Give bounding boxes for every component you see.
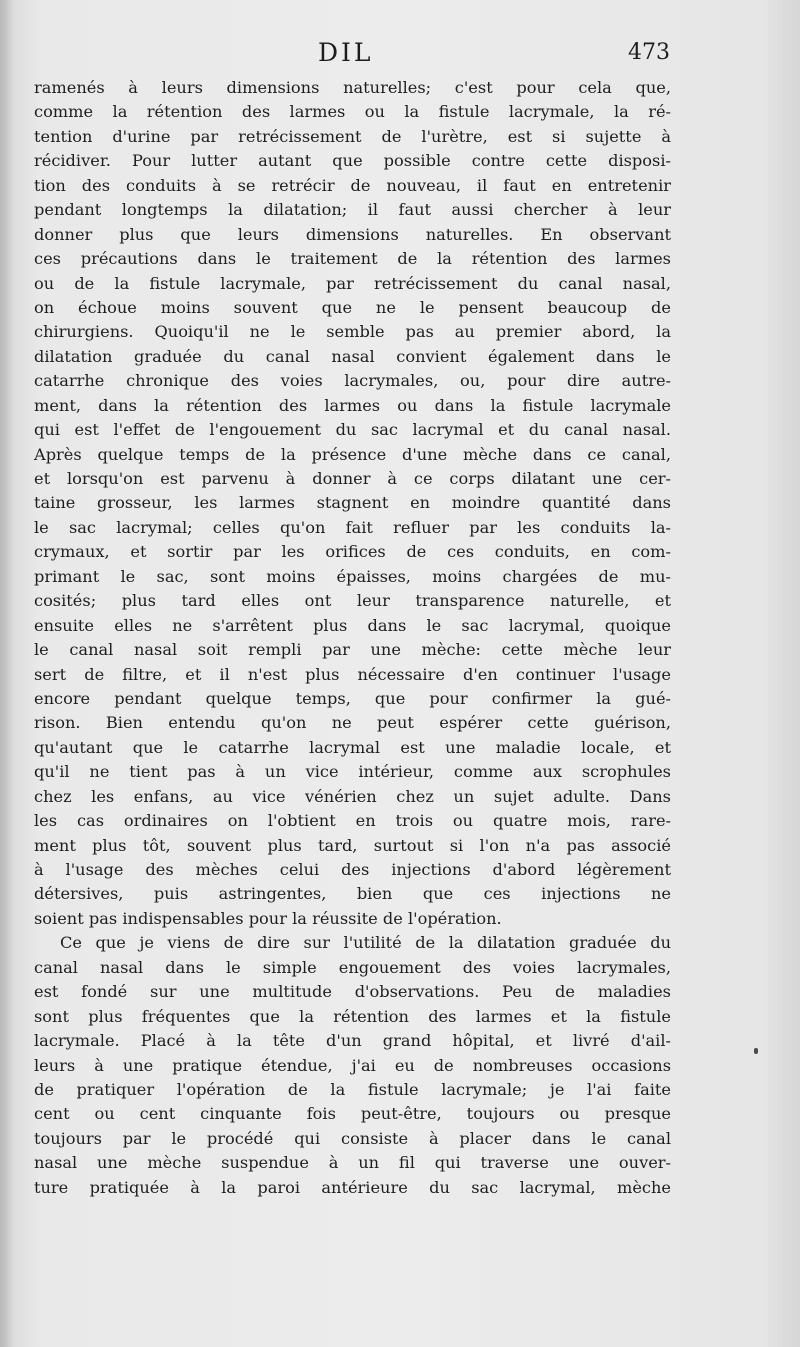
text-line: comme la rétention des larmes ou la fistule lacrymale, la ré- bbox=[34, 102, 671, 122]
text-line: pendant longtemps la dilatation; il faut aussi chercher à leur bbox=[34, 200, 671, 220]
text-line: chirurgiens. Quoiqu'il ne le semble pas au premier abord, la bbox=[34, 322, 671, 342]
text-line: à l'usage des mèches celui des injections d'abord légèrement bbox=[34, 860, 671, 879]
text-line: dilatation graduée du canal nasal convient également dans le bbox=[34, 346, 671, 366]
text-line: sert de filtre, et il n'est plus nécessaire d'en continuer l'usage bbox=[34, 664, 671, 684]
text-line: ces précautions dans le traitement de la rétention des larmes bbox=[34, 249, 671, 269]
text-line: est fondé sur une multitude d'observations. Peu de maladies bbox=[34, 982, 671, 1002]
body-text bbox=[34, 76, 671, 1200]
text-line: crymaux, et sortir par les orifices de ces conduits, en com- bbox=[34, 542, 671, 562]
text-line: ensuite elles ne s'arrêtent plus dans le sac lacrymal, quoique bbox=[34, 615, 671, 635]
text-line: Après quelque temps de la présence d'une mèche dans ce canal, bbox=[34, 444, 671, 464]
text-line: qu'autant que le catarrhe lacrymal est une maladie locale, et bbox=[34, 737, 671, 757]
text-line: ture pratiquée à la paroi antérieure du sac lacrymal, mèche bbox=[34, 1177, 671, 1197]
text-line: de pratiquer l'opération de la fistule lacrymale; je l'ai faite bbox=[34, 1079, 671, 1099]
text-line: catarrhe chronique des voies lacrymales, ou, pour dire autre- bbox=[34, 371, 671, 391]
text-line: nasal une mèche suspendue à un fil qui traverse une ouver- bbox=[34, 1153, 671, 1173]
text-line: qu'il ne tient pas à un vice intérieur, comme aux scrophules bbox=[34, 762, 671, 782]
text-line: le canal nasal soit rempli par une mèche: cette mèche leur bbox=[34, 640, 671, 660]
text-line: donner plus que leurs dimensions naturelles. En observant bbox=[34, 224, 671, 244]
text-line: ou de la fistule lacrymale, par retrécissement du canal nasal, bbox=[34, 273, 671, 293]
text-line: leurs à une pratique étendue, j'ai eu de nombreuses occasions bbox=[34, 1055, 671, 1075]
text-line: détersives, puis astringentes, bien que ces injections ne bbox=[34, 884, 671, 904]
text-line: encore pendant quelque temps, que pour confirmer la gué- bbox=[34, 688, 671, 708]
text-line: ramenés à leurs dimensions naturelles; c'est pour cela que, bbox=[34, 78, 671, 97]
text-line: soient pas indispensables pour la réussite de l'opération. bbox=[34, 908, 502, 928]
text-line: et lorsqu'on est parvenu à donner à ce corps dilatant une cer- bbox=[34, 469, 671, 488]
running-head: DIL bbox=[318, 38, 374, 67]
text-line: on échoue moins souvent que ne le pensent beaucoup de bbox=[34, 297, 671, 317]
page-header bbox=[0, 38, 800, 74]
text-line: le sac lacrymal; celles qu'on fait refluer par les conduits la- bbox=[34, 517, 671, 537]
page-number: 473 bbox=[628, 40, 670, 65]
text-line: taine grosseur, les larmes stagnent en moindre quantité dans bbox=[34, 493, 671, 513]
text-line: récidiver. Pour lutter autant que possible contre cette disposi- bbox=[34, 151, 671, 171]
text-line: cosités; plus tard elles ont leur transparence naturelle, et bbox=[34, 591, 671, 611]
text-line: ment plus tôt, souvent plus tard, surtout si l'on n'a pas associé bbox=[34, 835, 671, 855]
text-line: les cas ordinaires on l'obtient en trois ou quatre mois, rare- bbox=[34, 811, 671, 831]
binding-shadow bbox=[0, 0, 14, 1347]
text-line: chez les enfans, au vice vénérien chez un sujet adulte. Dans bbox=[34, 786, 671, 806]
text-line: tion des conduits à se retrécir de nouveau, il faut en entretenir bbox=[34, 175, 671, 195]
ink-speck bbox=[754, 1048, 758, 1054]
text-line: toujours par le procédé qui consiste à placer dans le canal bbox=[34, 1128, 671, 1148]
text-line: tention d'urine par retrécissement de l'urètre, est si sujette à bbox=[34, 126, 671, 146]
paragraph-first-line: Ce que je viens de dire sur l'utilité de la dilatation graduée du bbox=[60, 933, 671, 953]
text-line: canal nasal dans le simple engouement des voies lacrymales, bbox=[34, 957, 671, 977]
text-line: sont plus fréquentes que la rétention des larmes et la fistule bbox=[34, 1006, 671, 1026]
text-line: ment, dans la rétention des larmes ou dans la fistule lacrymale bbox=[34, 395, 671, 415]
text-line: rison. Bien entendu qu'on ne peut espérer cette guérison, bbox=[34, 713, 671, 733]
text-line: cent ou cent cinquante fois peut-être, toujours ou presque bbox=[34, 1104, 671, 1124]
text-line: primant le sac, sont moins épaisses, moins chargées de mu- bbox=[34, 566, 671, 586]
text-line: lacrymale. Placé à la tête d'un grand hôpital, et livré d'ail- bbox=[34, 1031, 671, 1051]
text-line: qui est l'effet de l'engouement du sac lacrymal et du canal nasal. bbox=[34, 420, 671, 440]
